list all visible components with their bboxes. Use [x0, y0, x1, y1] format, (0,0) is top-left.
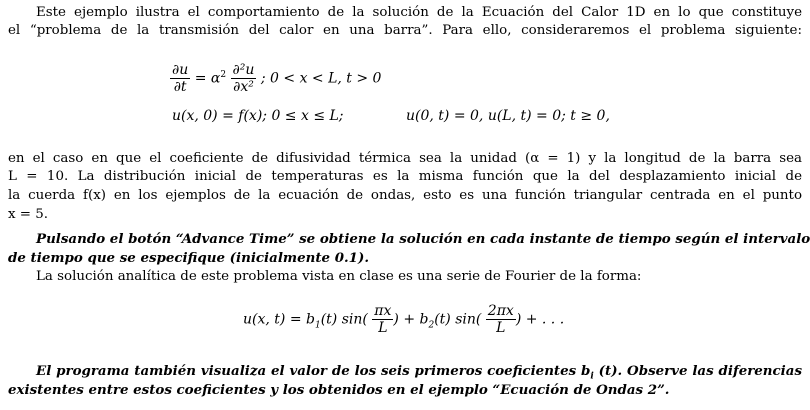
paragraph-4-line-1: La solución analítica de este problema vista en clase es una serie de Fourier de la forma:: [36, 269, 642, 284]
fourier-series: u(x, $t) = b_1(t)$ sin( $\frac{\pi x}{L}$ ) + $b_2(t)$ sin( $\frac{2\pi x}{L}$ ) + . . .: [243, 303, 565, 336]
initial-condition: u(x, 0) = f(x); 0 ≤ x ≤ L;: [172, 108, 344, 124]
d2u-dx2-fraction: $\frac{\text{∂²u}}{\text{∂x²}}$: [232, 62, 255, 95]
paragraph-2-line-1: en el caso en que el coeficiente de difusividad térmica sea la unidad (α = 1) y la longitud de la barra sea: [8, 151, 802, 166]
paragraph-2-line-4: x = 5.: [8, 207, 49, 222]
heat-equation: $\frac{\partial u}{\partial t}$ = $\alpha^2$ $\frac{\text{∂²u}}{\text{∂x²}}$ ; 0 < x < L, t > 0: [172, 62, 382, 95]
paragraph-2-line-3: la cuerda f(x) en los ejemplos de la ecuación de ondas, esto es una función triangular centrada en el punto: [8, 188, 802, 203]
boundary-conditions: u(0, t) = 0, u(L, t) = 0; t ≥ 0,: [406, 108, 610, 124]
paragraph-5-line-1: El programa también visualiza el valor de los seis primeros coeficientes $b_i$ (t). Observe las diferencias: [36, 363, 802, 382]
paragraph-3-line-1: Pulsando el botón “Advance Time” se obtiene la solución en cada instante de tiempo según el intervalo: [36, 231, 810, 247]
pi-x-over-l-fraction: $\frac{\pi x}{L}$: [374, 303, 392, 336]
paragraph-intro-line-2: el “problema de la transmisión del calor en una barra”. Para ello, consideraremos el problema siguiente:: [8, 23, 802, 38]
two-pi-x-over-l-fraction: $\frac{2\pi x}{L}$: [487, 303, 514, 336]
paragraph-intro-line-1: Este ejemplo ilustra el comportamiento de la solución de la Ecuación del Calor 1D en lo que constituye: [36, 5, 802, 20]
paragraph-5-line-2: existentes entre estos coeficientes y los obtenidos en el ejemplo “Ecuación de Ondas 2”.: [8, 382, 670, 398]
du-dt-fraction: $\frac{\partial u}{\partial t}$: [172, 62, 189, 95]
paragraph-2-line-2: L = 10. La distribución inicial de temperaturas es la misma función que la del desplazamiento inicial de: [8, 169, 802, 184]
paragraph-3-line-2: de tiempo que se especifique (inicialmente 0.1).: [8, 250, 369, 266]
